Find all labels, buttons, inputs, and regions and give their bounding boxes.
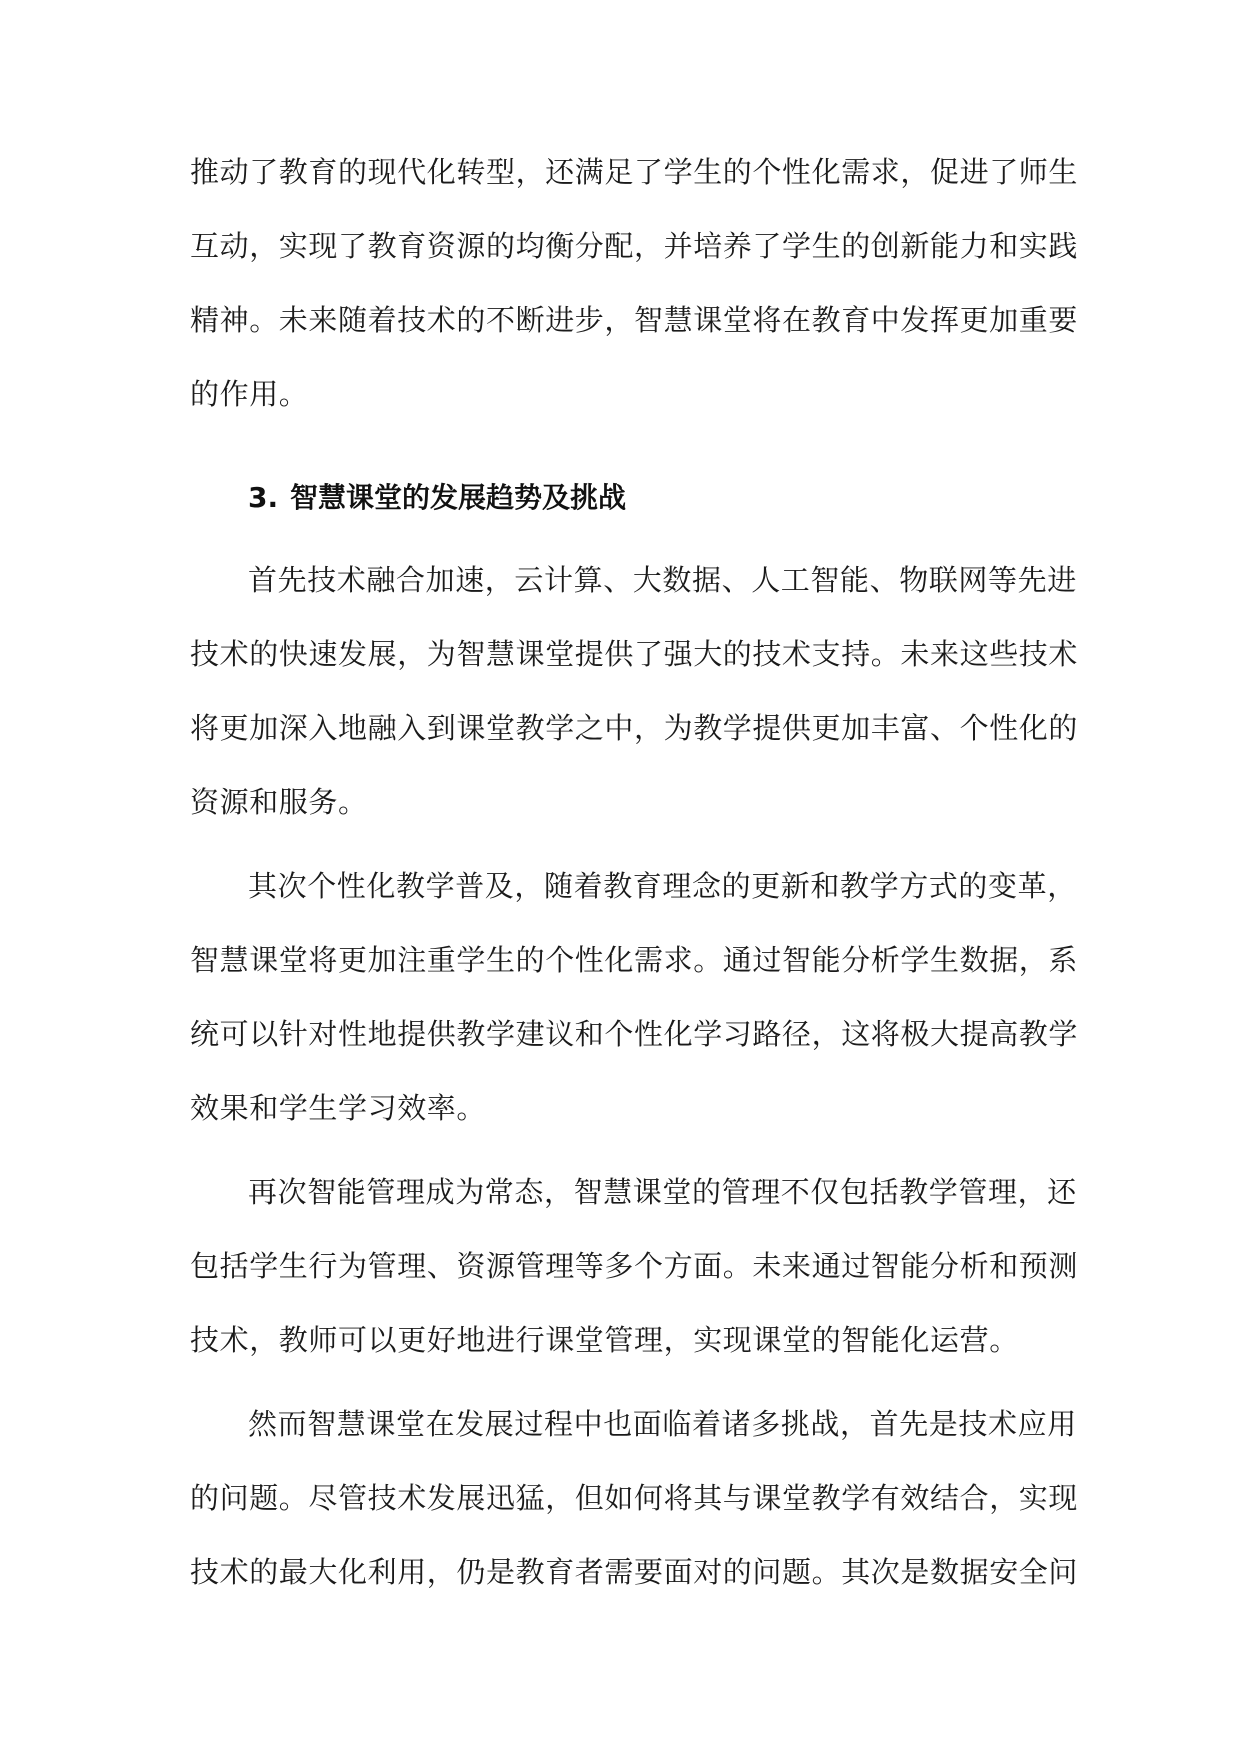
text-line: 精神。未来随着技术的不断进步，智慧课堂将在教育中发挥更加重要 [190,303,1079,337]
text-line: 然而智慧课堂在发展过程中也面临着诸多挑战，首先是技术应用 [248,1407,1077,1441]
text-line: 的问题。尽管技术发展迅猛，但如何将其与课堂教学有效结合，实现 [190,1481,1079,1515]
section-title: 智慧课堂的发展趋势及挑战 [290,481,627,514]
text-line: 统可以针对性地提供教学建议和个性化学习路径，这将极大提高教学 [190,1017,1079,1051]
text-line: 其次个性化教学普及，随着教育理念的更新和教学方式的变革， [248,869,1077,903]
section-heading [248,478,626,518]
text-line: 技术，教师可以更好地进行课堂管理，实现课堂的智能化运营。 [190,1323,1019,1357]
text-line: 技术的最大化利用，仍是教育者需要面对的问题。其次是数据安全问 [190,1555,1079,1589]
text-line: 将更加深入地融入到课堂教学之中，为教学提供更加丰富、个性化的 [190,711,1079,745]
text-line: 效果和学生学习效率。 [190,1091,487,1125]
text-line: 推动了教育的现代化转型，还满足了学生的个性化需求，促进了师生 [190,155,1079,189]
text-line: 技术的快速发展，为智慧课堂提供了强大的技术支持。未来这些技术 [190,637,1079,671]
text-line: 互动，实现了教育资源的均衡分配，并培养了学生的创新能力和实践 [190,229,1079,263]
section-number: 3. [248,481,279,514]
text-line: 再次智能管理成为常态，智慧课堂的管理不仅包括教学管理，还 [248,1175,1077,1209]
text-line: 首先技术融合加速，云计算、大数据、人工智能、物联网等先进 [248,563,1077,597]
text-line: 包括学生行为管理、资源管理等多个方面。未来通过智能分析和预测 [190,1249,1079,1283]
text-line: 的作用。 [190,377,309,411]
text-line: 智慧课堂将更加注重学生的个性化需求。通过智能分析学生数据，系 [190,943,1079,977]
text-line: 资源和服务。 [190,785,368,819]
